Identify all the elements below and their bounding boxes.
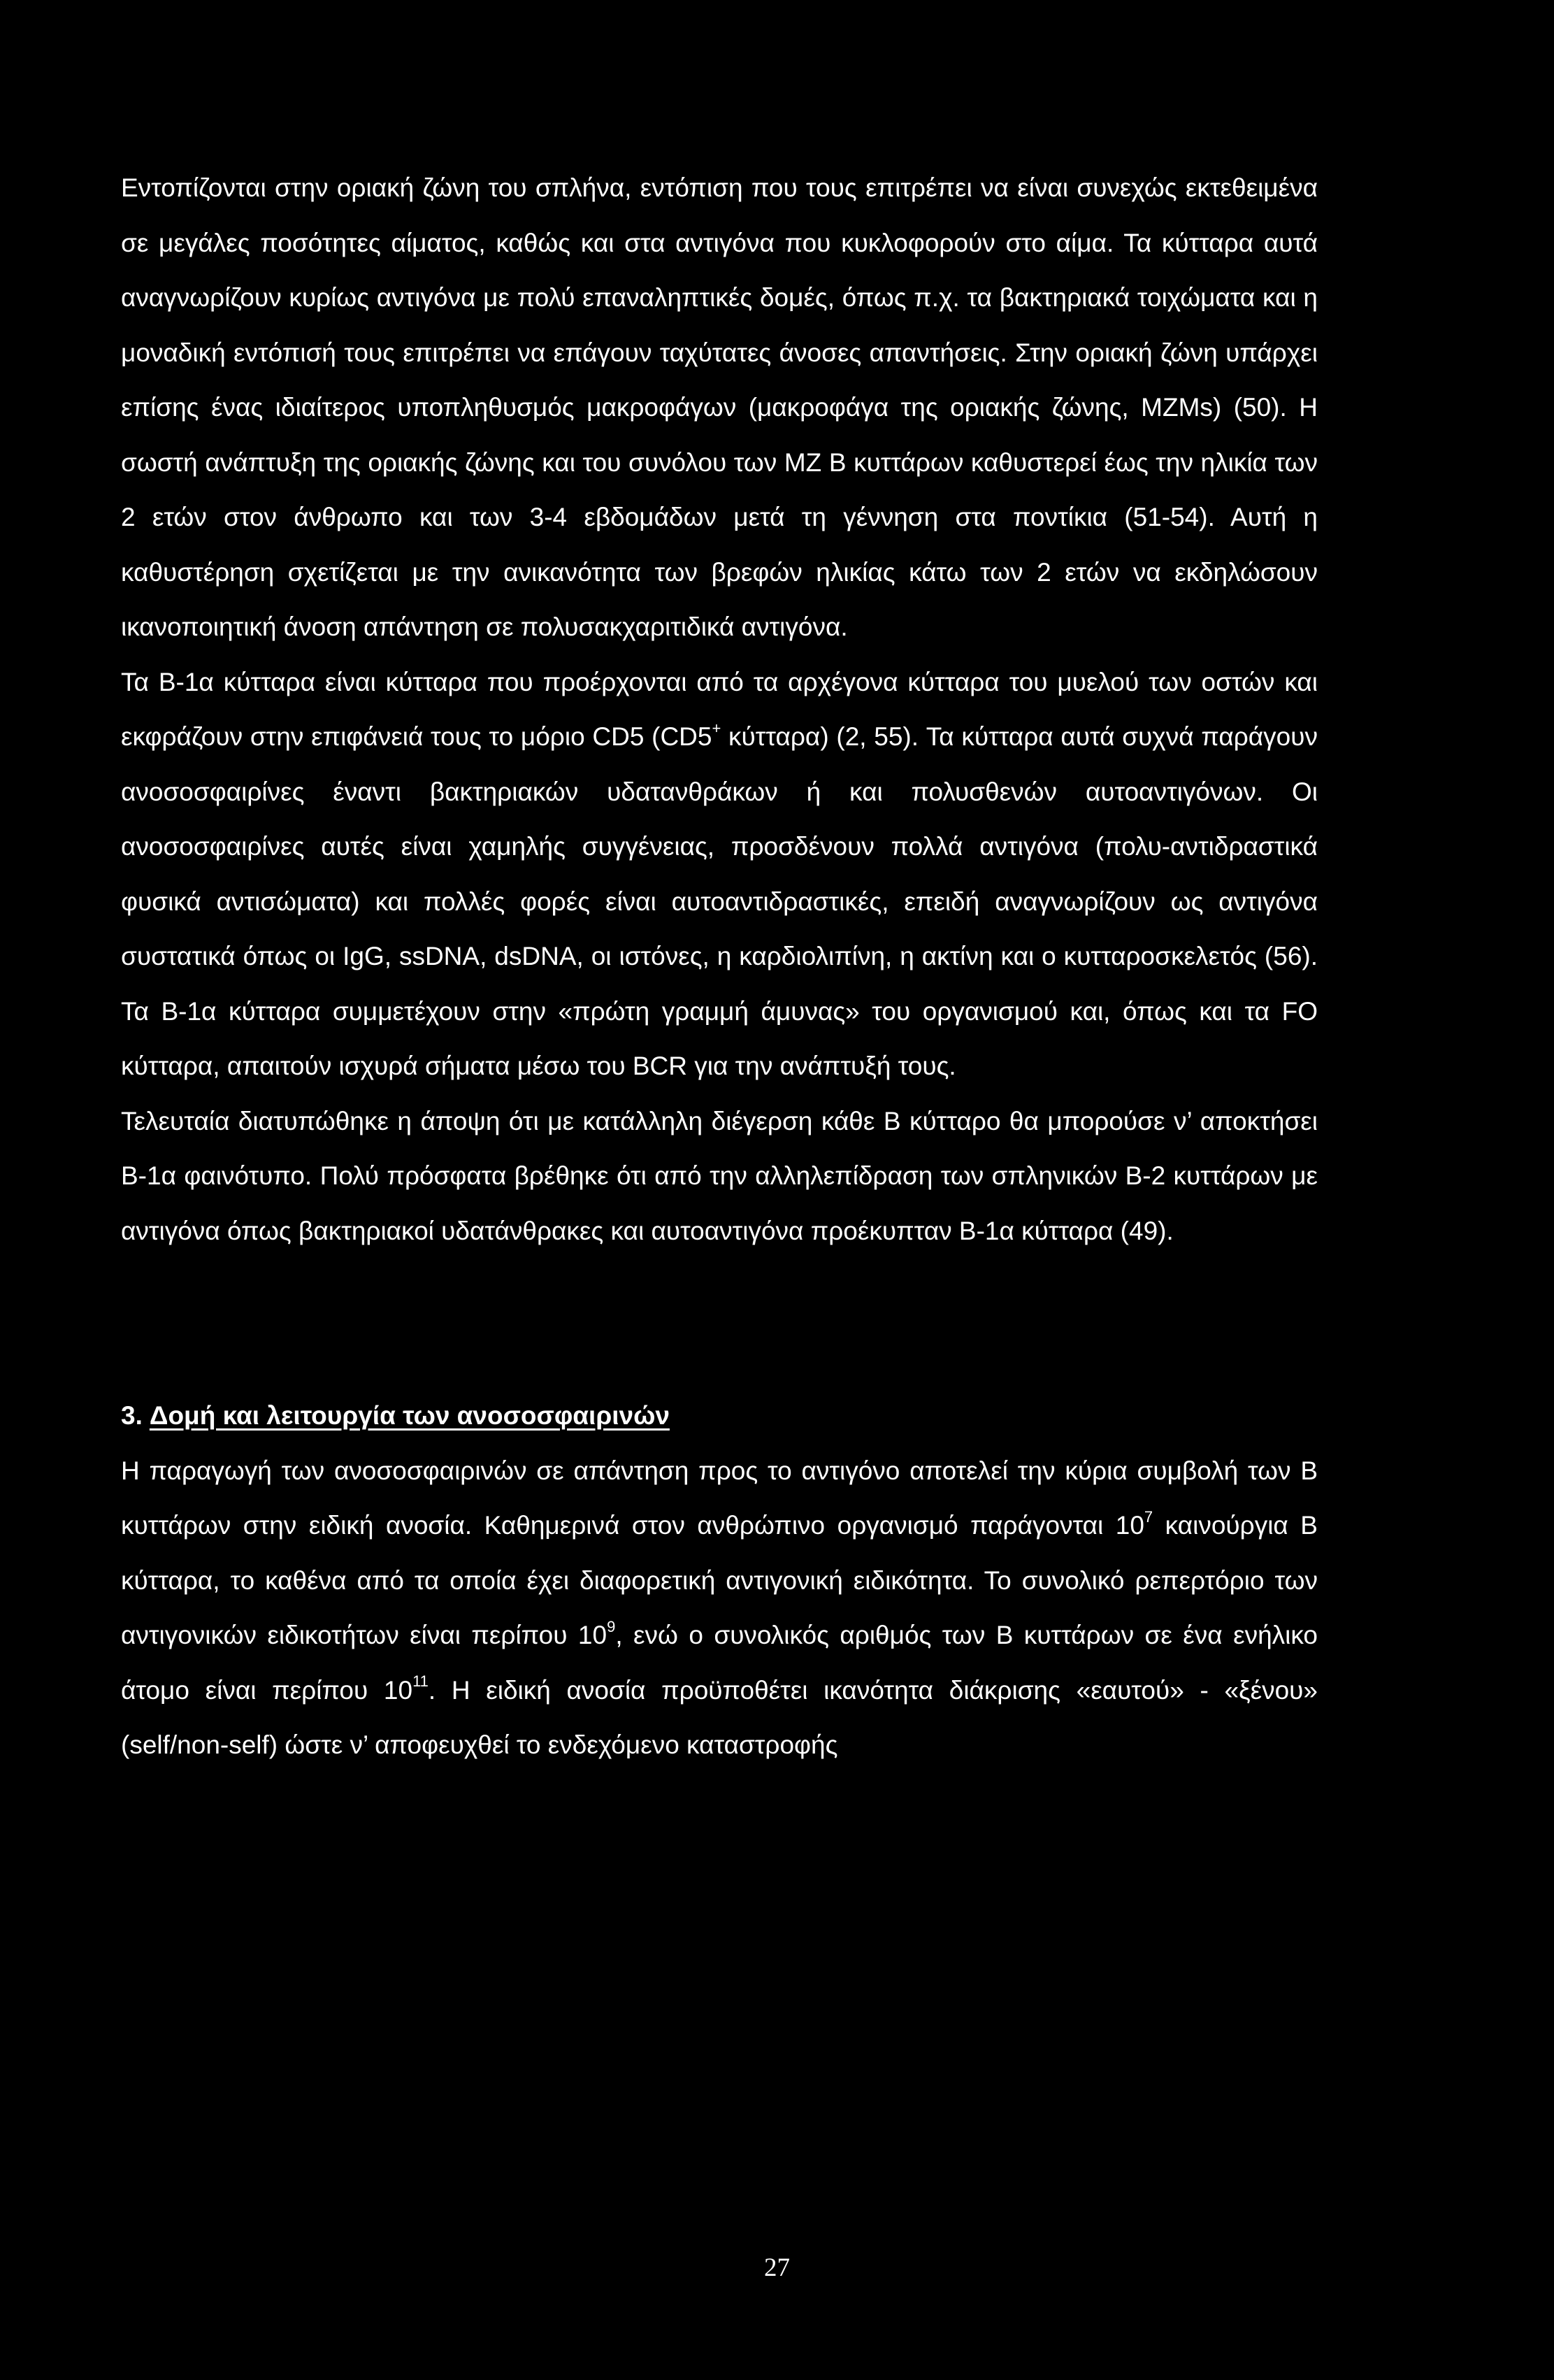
paragraph-ig-text-b: καινούργια B κύτταρα, το καθένα από τα οποία έχει διαφορετική αντιγονική ειδικότητα. Το συνολικό ρεπερτόριο των αντιγονικών ειδικοτήτων είναι περίπου 10 (121, 1511, 1318, 1649)
superscript-exponent-7: 7 (1144, 1507, 1153, 1526)
superscript-exponent-9: 9 (607, 1617, 616, 1635)
paragraph-ig-text-a: Η παραγωγή των ανοσοσφαιρινών σε απάντηση προς το αντιγόνο αποτελεί την κύρια συμβολή των B κυττάρων στην ειδική ανοσία. Καθημερινά στον ανθρώπινο οργανισμό παράγονται 10 (121, 1456, 1318, 1540)
paragraph-b1a-text-start: Τα B-1α κύτταρα είναι κύτταρα που προέρχονται από τα αρχέγονα κύτταρα του μυελού των οστών και εκφράζουν στην επιφάνειά τους το μόριο CD5 (CD5 (121, 667, 1318, 751)
paragraph-b1a-phenotype (121, 1094, 1318, 1259)
paragraph-b1a-cells (121, 655, 1318, 1094)
paragraph-ig-text-d: . Η ειδική ανοσία προϋποθέτει ικανότητα διάκρισης «εαυτού» - «ξένου» (self/non-self) ώστε ν’ αποφευχθεί το ενδεχόμενο καταστροφής (121, 1675, 1318, 1759)
paragraph-b1a-phenotype-text: Τελευταία διατυπώθηκε η άποψη ότι με κατάλληλη διέγερση κάθε B κύτταρο θα μπορούσε ν’ αποκτήσει B-1α φαινότυπο. Πολύ πρόσφατα βρέθηκε ότι από την αλληλεπίδραση των σπληνικών B-2 κυττάρων με αντιγόνα όπως βακτηριακοί υδατάνθρακες και αυτοαντιγόνα προέκυπταν B-1α κύτταρα (49). (121, 1106, 1318, 1245)
section-title: Δομή και λειτουργία των ανοσοσφαιρινών (149, 1401, 670, 1430)
superscript-plus: + (712, 719, 721, 737)
page-number: 27 (764, 2253, 790, 2282)
paragraph-immunoglobulin-production (121, 1444, 1318, 1773)
paragraph-b1a-text-end: κύτταρα) (2, 55). Τα κύτταρα αυτά συχνά παράγουν ανοσοσφαιρίνες έναντι βακτηριακών υδατανθράκων ή και πολυσθενών αυτοαντιγόνων. Οι ανοσοσφαιρίνες αυτές είναι χαμηλής συγγένειας, προσδένουν πολλά αντιγόνα (πολυ-αντιδραστικά φυσικά αντισώματα) και πολλές φορές είναι αυτοαντιδραστικές, επειδή αναγνωρίζουν ως αντιγόνα συστατικά όπως οι IgG, ssDNA, dsDNA, οι ιστόνες, η καρδιολιπίνη, η ακτίνη και ο κυτταροσκελετός (56). Τα B-1α κύτταρα συμμετέχουν στην «πρώτη γραμμή άμυνας» του οργανισμού και, όπως και τα FO κύτταρα, απαιτούν ισχυρά σήματα μέσω του BCR για την ανάπτυξή τους. (121, 722, 1318, 1080)
section-number: 3. (121, 1401, 143, 1430)
paragraph-marginal-zone (121, 161, 1318, 655)
paragraph-ig-text-c: , ενώ ο συνολικός αριθμός των B κυττάρων σε ένα ενήλικο άτομο είναι περίπου 10 (121, 1621, 1318, 1705)
page-body (121, 161, 1318, 1773)
section-heading (121, 1389, 1318, 1444)
paragraph-marginal-zone-text: Εντοπίζονται στην οριακή ζώνη του σπλήνα, εντόπιση που τους επιτρέπει να είναι συνεχώς εκτεθειμένα σε μεγάλες ποσότητες αίματος, καθώς και στα αντιγόνα που κυκλοφορούν στο αίμα. Τα κύτταρα αυτά αναγνωρίζουν κυρίως αντιγόνα με πολύ επαναληπτικές δομές, όπως π.χ. τα βακτηριακά τοιχώματα και η μοναδική εντόπισή τους επιτρέπει να επάγουν ταχύτατες άνοσες απαντήσεις. Στην οριακή ζώνη υπάρχει επίσης ένας ιδιαίτερος υποπληθυσμός μακροφάγων (μακροφάγα της οριακής ζώνης, MZMs) (50). Η σωστή ανάπτυξη της οριακής ζώνης και του συνόλου των MZ B κυττάρων καθυστερεί έως την ηλικία των 2 ετών στον άνθρωπο και των 3-4 εβδομάδων μετά τη γέννηση στα ποντίκια (51-54). Αυτή η καθυστέρηση σχετίζεται με την ανικανότητα των βρεφών ηλικίας κάτω των 2 ετών να εκδηλώσουν ικανοποιητική άνοση απάντηση σε πολυσακχαριτιδικά αντιγόνα. (121, 173, 1318, 641)
superscript-exponent-11: 11 (412, 1672, 429, 1691)
